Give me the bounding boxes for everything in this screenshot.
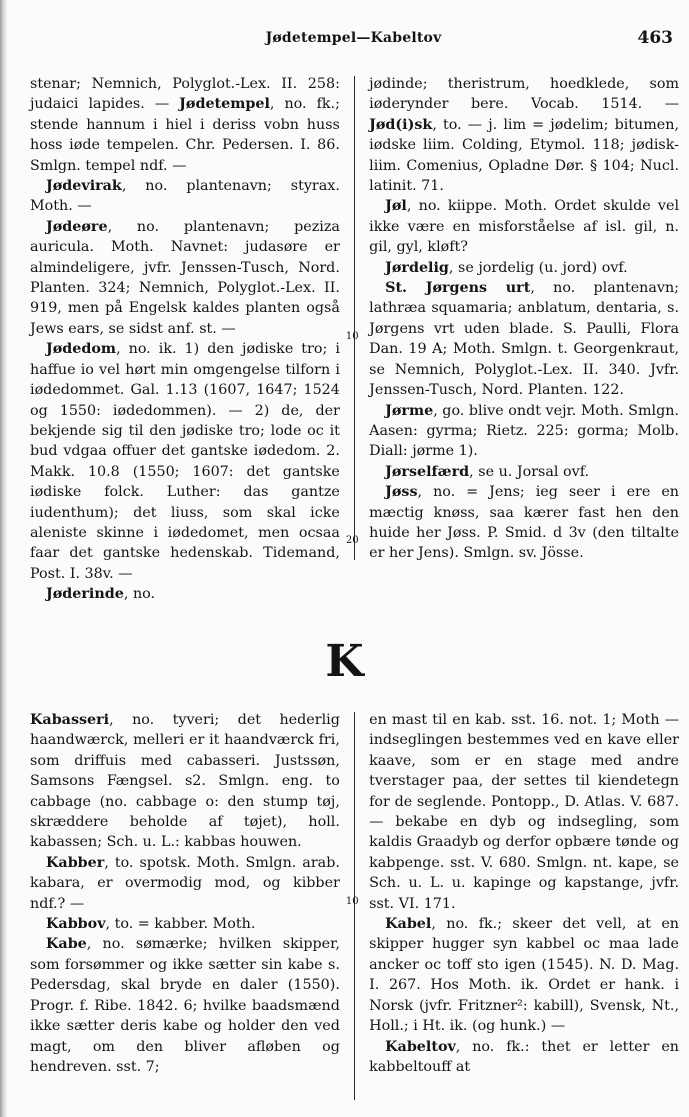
entry-text: , no. fk.; stende hannum i hiel i deriss vobn huss hoss iøde tempelen. Chr. Pedersen. I. 86. Smlgn. tempel ndf. — <box>30 96 340 174</box>
entry-text: jødinde; theristrum, hoedklede, som iøderynder bere. Vocab. 1514. — <box>369 76 680 113</box>
entry-text: en mast til en kab. sst. 16. not. 1; Moth — indseglingen bestemmes ved en kave eller kaave, som er en stage med andre tverstager paa, der settes til kiendetegn for de seglende. Pontopp., D. Atlas. V. 687. — bekabe en dyb og indsegling, som kaldis Graadyb og derfor opbære tønde og kabpenge. sst. V. 680. Smlgn. nt. kape, se Sch. u. L. u. kapinge og kapstange, jvfr. sst. VI. 171. <box>369 712 680 912</box>
line-number: 10 <box>345 331 359 342</box>
entry-headword: Jørselfærd <box>385 463 470 480</box>
entry-headword: Kabel <box>385 916 432 933</box>
bottom-left-column <box>30 710 340 1102</box>
entry-text: , no. fk.; skeer det vell, at en skipper hugger syn kabbel oc maa lade ancker oc toff sto igen (1545). N. D. Mag. I. 267. Hos Moth. ik. Ordet er hank. i Norsk (jvfr. Fritzner²: kabill), Svensk, Nt., Holl.; i Ht. ik. (og hunk.) — <box>369 916 680 1035</box>
entry-headword: Jød(i)sk <box>369 116 433 133</box>
entry-text: , no. ik. 1) den jødiske tro; i haffue io vel hørt min omgengelse tilforn i iødedommet. Gal. 1.13 (1607, 1647; 1524 og 1550: iødedommen). — 2) de, der bekjende sig til den jødiske tro; lode oc it bud vdgaa offuer det gantske iødedom. 2. Makk. 10.8 (1550; 1607: det gantske iødiske folck. Luther: das gantze iudenthum); det liuss, som skal icke aleniste skinne i iødedomet, men ocsaa faar det gantske hedenskab. Tidemand, Post. I. 38v. — <box>30 341 340 582</box>
entry-text: , to. spotsk. Moth. Smlgn. arab. kabara, er overmodig mod, og kibber ndf.? — <box>30 854 340 912</box>
column-gutter <box>340 74 369 562</box>
entry-text: , no. plantenavn; peziza auricula. Moth. Navnet: judasøre er almindeligere, jvfr. Jenssen-Tusch, Nord. Planten. 324; Nemnich, Polyglot.-Lex. II. 919, men på Engelsk kaldes planten også Jews ears, se sidst anf. st. — <box>30 218 340 337</box>
dictionary-entry <box>369 74 679 196</box>
top-columns <box>30 74 680 603</box>
dictionary-entry <box>369 482 679 564</box>
entry-text: , se u. Jorsal ovf. <box>469 463 590 480</box>
dictionary-entry <box>30 914 340 934</box>
entry-text: , to. — j. lim = jødelim; bitumen, iødske liim. Colding, Etymol. 118; jødisk-liim. Comenius, Opladne Dør. § 104; Nucl. latinit. 71. <box>369 116 680 195</box>
dictionary-entry <box>30 934 340 1077</box>
entry-headword: Kabasseri <box>30 712 110 728</box>
entry-headword: Jødeøre <box>46 218 108 235</box>
dictionary-entry <box>30 176 340 217</box>
dictionary-entry <box>30 217 340 339</box>
entry-headword: Jøderinde <box>46 586 124 603</box>
entry-headword: Jødedom <box>46 341 117 358</box>
entry-text: , go. blive ondt vejr. Moth. Smlgn. Aasen: gyrma; Rietz. 225: gorma; Molb. Diall: jørme 1). <box>369 402 680 460</box>
dictionary-entry <box>369 401 679 462</box>
entry-text: , se jordelig (u. jord) ovf. <box>448 259 628 276</box>
entry-text: , no. kiippe. Moth. Ordet skulde vel ikke være en misforståelse af isl. gil, n. gil, gyl, kløft? <box>369 198 680 256</box>
scan-edge <box>0 0 7 1117</box>
entry-headword: Kabeltov <box>385 1038 456 1055</box>
entry-headword: Jøl <box>385 198 407 215</box>
entry-headword: St. Jørgens urt <box>385 280 531 297</box>
dictionary-entry <box>30 584 340 604</box>
running-title: Jødetempel—Kabeltov <box>265 30 442 46</box>
dictionary-entry <box>30 853 340 914</box>
dictionary-entry <box>369 710 679 914</box>
bottom-columns <box>30 710 679 1102</box>
dictionary-entry <box>369 914 679 1036</box>
entry-headword: Jødetempel <box>179 96 270 113</box>
page-number: 463 <box>637 28 673 48</box>
entry-headword: Jøss <box>385 484 418 501</box>
dictionary-entry <box>369 1037 679 1078</box>
entry-headword: Jødevirak <box>46 178 122 195</box>
line-number: 10 <box>345 896 359 907</box>
dictionary-entry <box>30 710 340 853</box>
entry-headword: Kabber <box>46 854 105 871</box>
top-left-column <box>30 74 340 603</box>
entry-headword: Kabe <box>46 936 87 953</box>
entry-headword: Jørdelig <box>385 259 449 276</box>
dictionary-entry <box>30 74 340 176</box>
dictionary-entry <box>369 278 679 400</box>
dictionary-entry <box>369 462 679 482</box>
entry-text: , to. = kabber. Moth. <box>105 916 256 933</box>
bottom-right-column <box>369 710 679 1102</box>
column-rule <box>354 76 355 560</box>
column-gutter <box>340 710 369 1102</box>
line-number: 20 <box>345 535 359 546</box>
entry-text: , no. fk.: thet er letter en kabbeltouff at <box>369 1038 680 1075</box>
entry-headword: Jørme <box>385 402 434 419</box>
entry-headword: Kabbov <box>46 916 106 933</box>
entry-text: , no. sømærke; hvilken skipper, som forsømmer og ikke sætter sin kabe s. Pedersdag, skal bryde en daler (1550). Progr. f. Ribe. 1842. 6; hvilke baadsmænd ikke sætter deris kabe og holder den ved magt, om den bliver afløben og hendreven. sst. 7; <box>30 936 340 1075</box>
entry-text: , no. tyveri; det hederlig haandwærck, melleri er it haandværck fri, som driffuis med cabasseri. Justssøn, Samsons Fængsel. s2. Smlgn. eng. to cabbage (no. cabbage o: den stump tøj, skræddere beholde af tøjet), holl. kabassen; Sch. u. L.: kabbas houwen. <box>30 712 340 851</box>
dictionary-entry <box>30 339 340 584</box>
dictionary-entry <box>369 258 679 278</box>
page-header <box>30 30 677 54</box>
dictionary-entry <box>369 196 679 257</box>
entry-text: , no. plantenavn; styrax. Moth. — <box>30 178 340 215</box>
top-right-column <box>369 74 679 562</box>
entry-text: stenar; Nemnich, Polyglot.-Lex. II. 258: judaici lapides. — <box>30 76 340 113</box>
entry-text: , no. plantenavn; lathræa squamaria; anblatum, dentaria, s. Jørgens vrt uden blade. S. Paulli, Flora Dan. 19 A; Moth. Smlgn. t. Georgenkraut, se Nemnich, Polyglot.-Lex. II. 340. Jvfr. Jenssen-Tusch, Nord. Planten. 122. <box>369 280 680 399</box>
section-letter: K <box>325 636 364 687</box>
entry-text: , no. = Jens; ieg seer i ere en mæctig knøss, saa kærer fast hen den huide her Jøss. P. Smid. d 3v (den tiltalte er her Jens). Smlgn. sv. Jösse. <box>369 484 680 562</box>
entry-text: , no. <box>123 586 156 603</box>
